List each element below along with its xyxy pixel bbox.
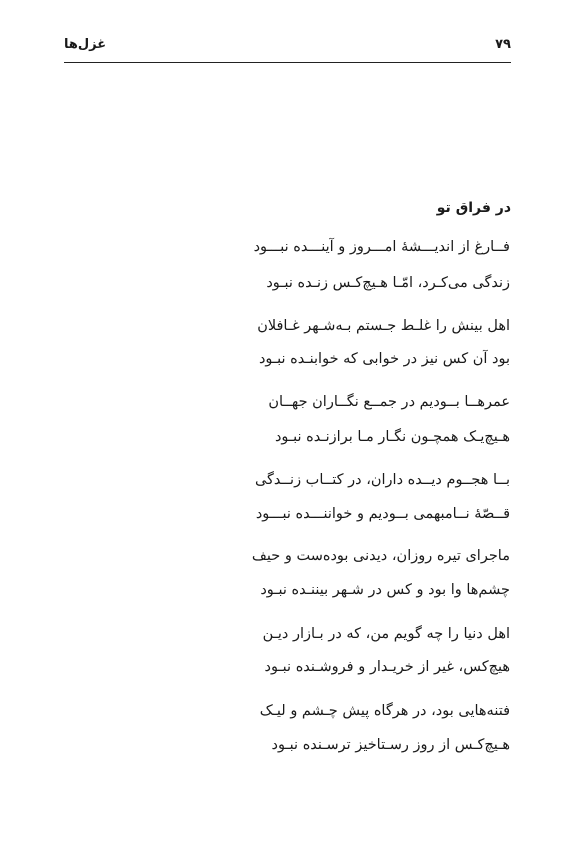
stanza-2 — [90, 316, 510, 376]
stanza-6 — [90, 624, 510, 684]
stanza-7 — [90, 701, 510, 761]
running-title: غزل‌ها — [64, 37, 107, 52]
verse-line: عمرهــا بــودیم در جمــع نگــاران جهــان — [268, 394, 510, 410]
stanza-3 — [90, 392, 510, 452]
verse-line: فــارغ از اندیـــشهٔ امـــروز و آینـــده نبـــود — [253, 239, 510, 255]
stanza-4 — [90, 470, 510, 530]
verse-line: اهل دنیا را چه گویم من، که در بـازار دیـن — [262, 626, 510, 642]
stanza-5 — [90, 546, 510, 606]
verse-line: بود آن کس نیز در خوابی که خوابنـده نبـود — [258, 351, 510, 367]
verse-line: هـیچ‌یـک همچـون نگـار مـا برازنـده نبـود — [274, 429, 510, 445]
page-number: ۷۹ — [495, 37, 511, 52]
stanza-1 — [90, 237, 510, 297]
verse-line: هیچ‌کس، غیر از خریـدار و فروشـنده نبـود — [264, 659, 510, 675]
verse-line: قــصّهٔ نــامبهمی بــودیم و خواننـــده نبـــود — [255, 506, 510, 522]
verse-line: فتنه‌هایی بود، در هرگاه پیش چـشم و لیـک — [259, 703, 510, 719]
poem-title: در فراق تو — [436, 200, 511, 216]
verse-line: چشم‌ها وا بود و کس در شـهر بیننـده نبـود — [260, 582, 510, 598]
verse-line: اهل بینش را غلـط جـستم بـه‌شـهر غـافلان — [257, 318, 510, 334]
verse-line: بــا هجــوم دیــده داران، در کتــاب زنــدگی — [254, 472, 510, 488]
verse-line: هـیچ‌کـس از روز رسـتاخیز ترسـنده نبـود — [271, 737, 510, 753]
verse-line: ماجرای تیره روزان، دیدنی بوده‌ست و حیف — [251, 548, 510, 564]
verse-line: زندگی می‌کـرد، امّـا هـیچ‌کـس زنـده نبـود — [266, 275, 510, 291]
